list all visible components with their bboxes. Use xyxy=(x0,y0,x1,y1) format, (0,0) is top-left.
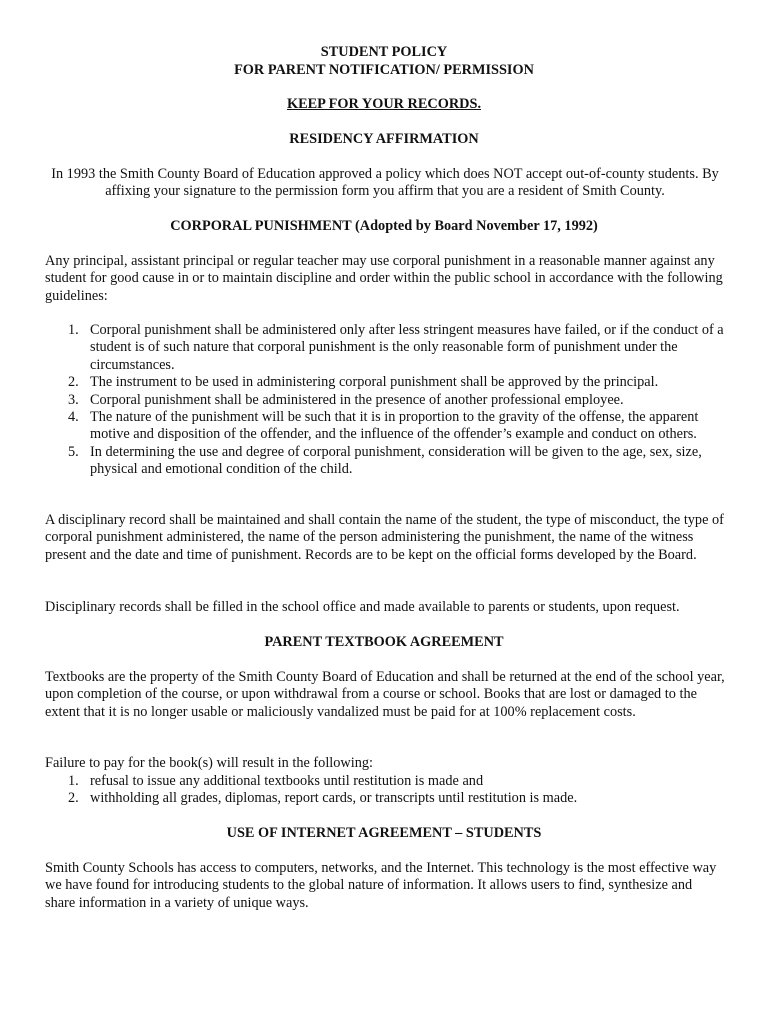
list-number: 1. xyxy=(68,322,79,338)
corporal-intro-paragraph: Any principal, assistant principal or regular teacher may use corporal punishment in a reasonable manner against any student for good cause in or to maintain discipline and order within the public school in accordance with the following guidelines: xyxy=(45,253,723,304)
list-text: The instrument to be used in administering corporal punishment shall be approved by the principal. xyxy=(90,374,659,391)
keep-records-text: KEEP FOR YOUR RECORDS. xyxy=(286,96,482,112)
residency-heading: RESIDENCY AFFIRMATION xyxy=(289,131,479,147)
list-text: Corporal punishment shall be administered in the presence of another professional employee. xyxy=(90,391,624,408)
list-text: The nature of the punishment will be such that it is in proportion to the gravity of the offense, the apparent motive and disposition of the offender, and the influence of the offender’s example and conduct on others. xyxy=(90,409,699,443)
list-item xyxy=(45,444,725,479)
policy-title: STUDENT POLICY xyxy=(320,44,448,60)
list-number: 3. xyxy=(68,391,79,408)
keep-records-heading xyxy=(0,96,768,113)
disciplinary-record-paragraph: A disciplinary record shall be maintained and shall contain the name of the student, the type of misconduct, the type of corporal punishment administered, the name of the person administering the punishment, the name of the witness present and the date and time of punishment. Records are to be kept on the official forms developed by the Board. xyxy=(45,512,724,563)
residency-paragraph: In 1993 the Smith County Board of Education approved a policy which does NOT accept out-of-county students. By affixing your signature to the permission form you affirm that you are a resident of Smith County. xyxy=(51,166,719,200)
corporal-heading: CORPORAL PUNISHMENT (Adopted by Board November 17, 1992) xyxy=(170,218,598,234)
list-number: 2. xyxy=(68,790,79,807)
textbook-failure-text: Failure to pay for the book(s) will result in the following: xyxy=(45,755,373,771)
list-item xyxy=(45,374,725,391)
list-item xyxy=(45,322,725,374)
list-number: 1. xyxy=(68,773,79,789)
corporal-guidelines-list xyxy=(45,322,725,479)
textbook-heading: PARENT TEXTBOOK AGREEMENT xyxy=(264,634,504,650)
list-text: withholding all grades, diplomas, report cards, or transcripts until restitution is made. xyxy=(90,790,578,807)
list-text: refusal to issue any additional textbooks until restitution is made and xyxy=(90,773,484,789)
internet-heading: USE OF INTERNET AGREEMENT – STUDENTS xyxy=(226,825,542,841)
list-number: 4. xyxy=(68,409,79,426)
list-item xyxy=(45,409,725,444)
list-text: In determining the use and degree of corporal punishment, consideration will be given to the age, sex, size, physical and emotional condition of the child. xyxy=(90,443,702,478)
list-number: 2. xyxy=(68,374,79,391)
list-number: 5. xyxy=(68,443,79,460)
textbook-consequences-list xyxy=(45,773,725,808)
list-text: Corporal punishment shall be administered only after less stringent measures have failed, or if the conduct of a student is of such nature that corporal punishment is the only reasonable form of punishment under the circumstances. xyxy=(90,322,724,373)
list-item xyxy=(45,392,725,409)
internet-paragraph: Smith County Schools has access to computers, networks, and the Internet. This technology is the most effective way we have found for introducing students to the global nature of information. It allows users to find, synthesize and share information in a variety of unique ways. xyxy=(45,860,717,911)
disciplinary-filed-paragraph: Disciplinary records shall be filled in the school office and made available to parents or students, upon request. xyxy=(45,599,680,615)
list-item xyxy=(45,790,725,807)
list-item xyxy=(45,773,725,790)
policy-subtitle: FOR PARENT NOTIFICATION/ PERMISSION xyxy=(234,62,534,78)
textbook-paragraph: Textbooks are the property of the Smith County Board of Education and shall be returned at the end of the school year, upon completion of the course, or upon withdrawal from a course or school. Books that are lost or damaged to the extent that it is no longer usable or maliciously vandalized must be paid for at 100% replacement costs. xyxy=(45,669,725,720)
